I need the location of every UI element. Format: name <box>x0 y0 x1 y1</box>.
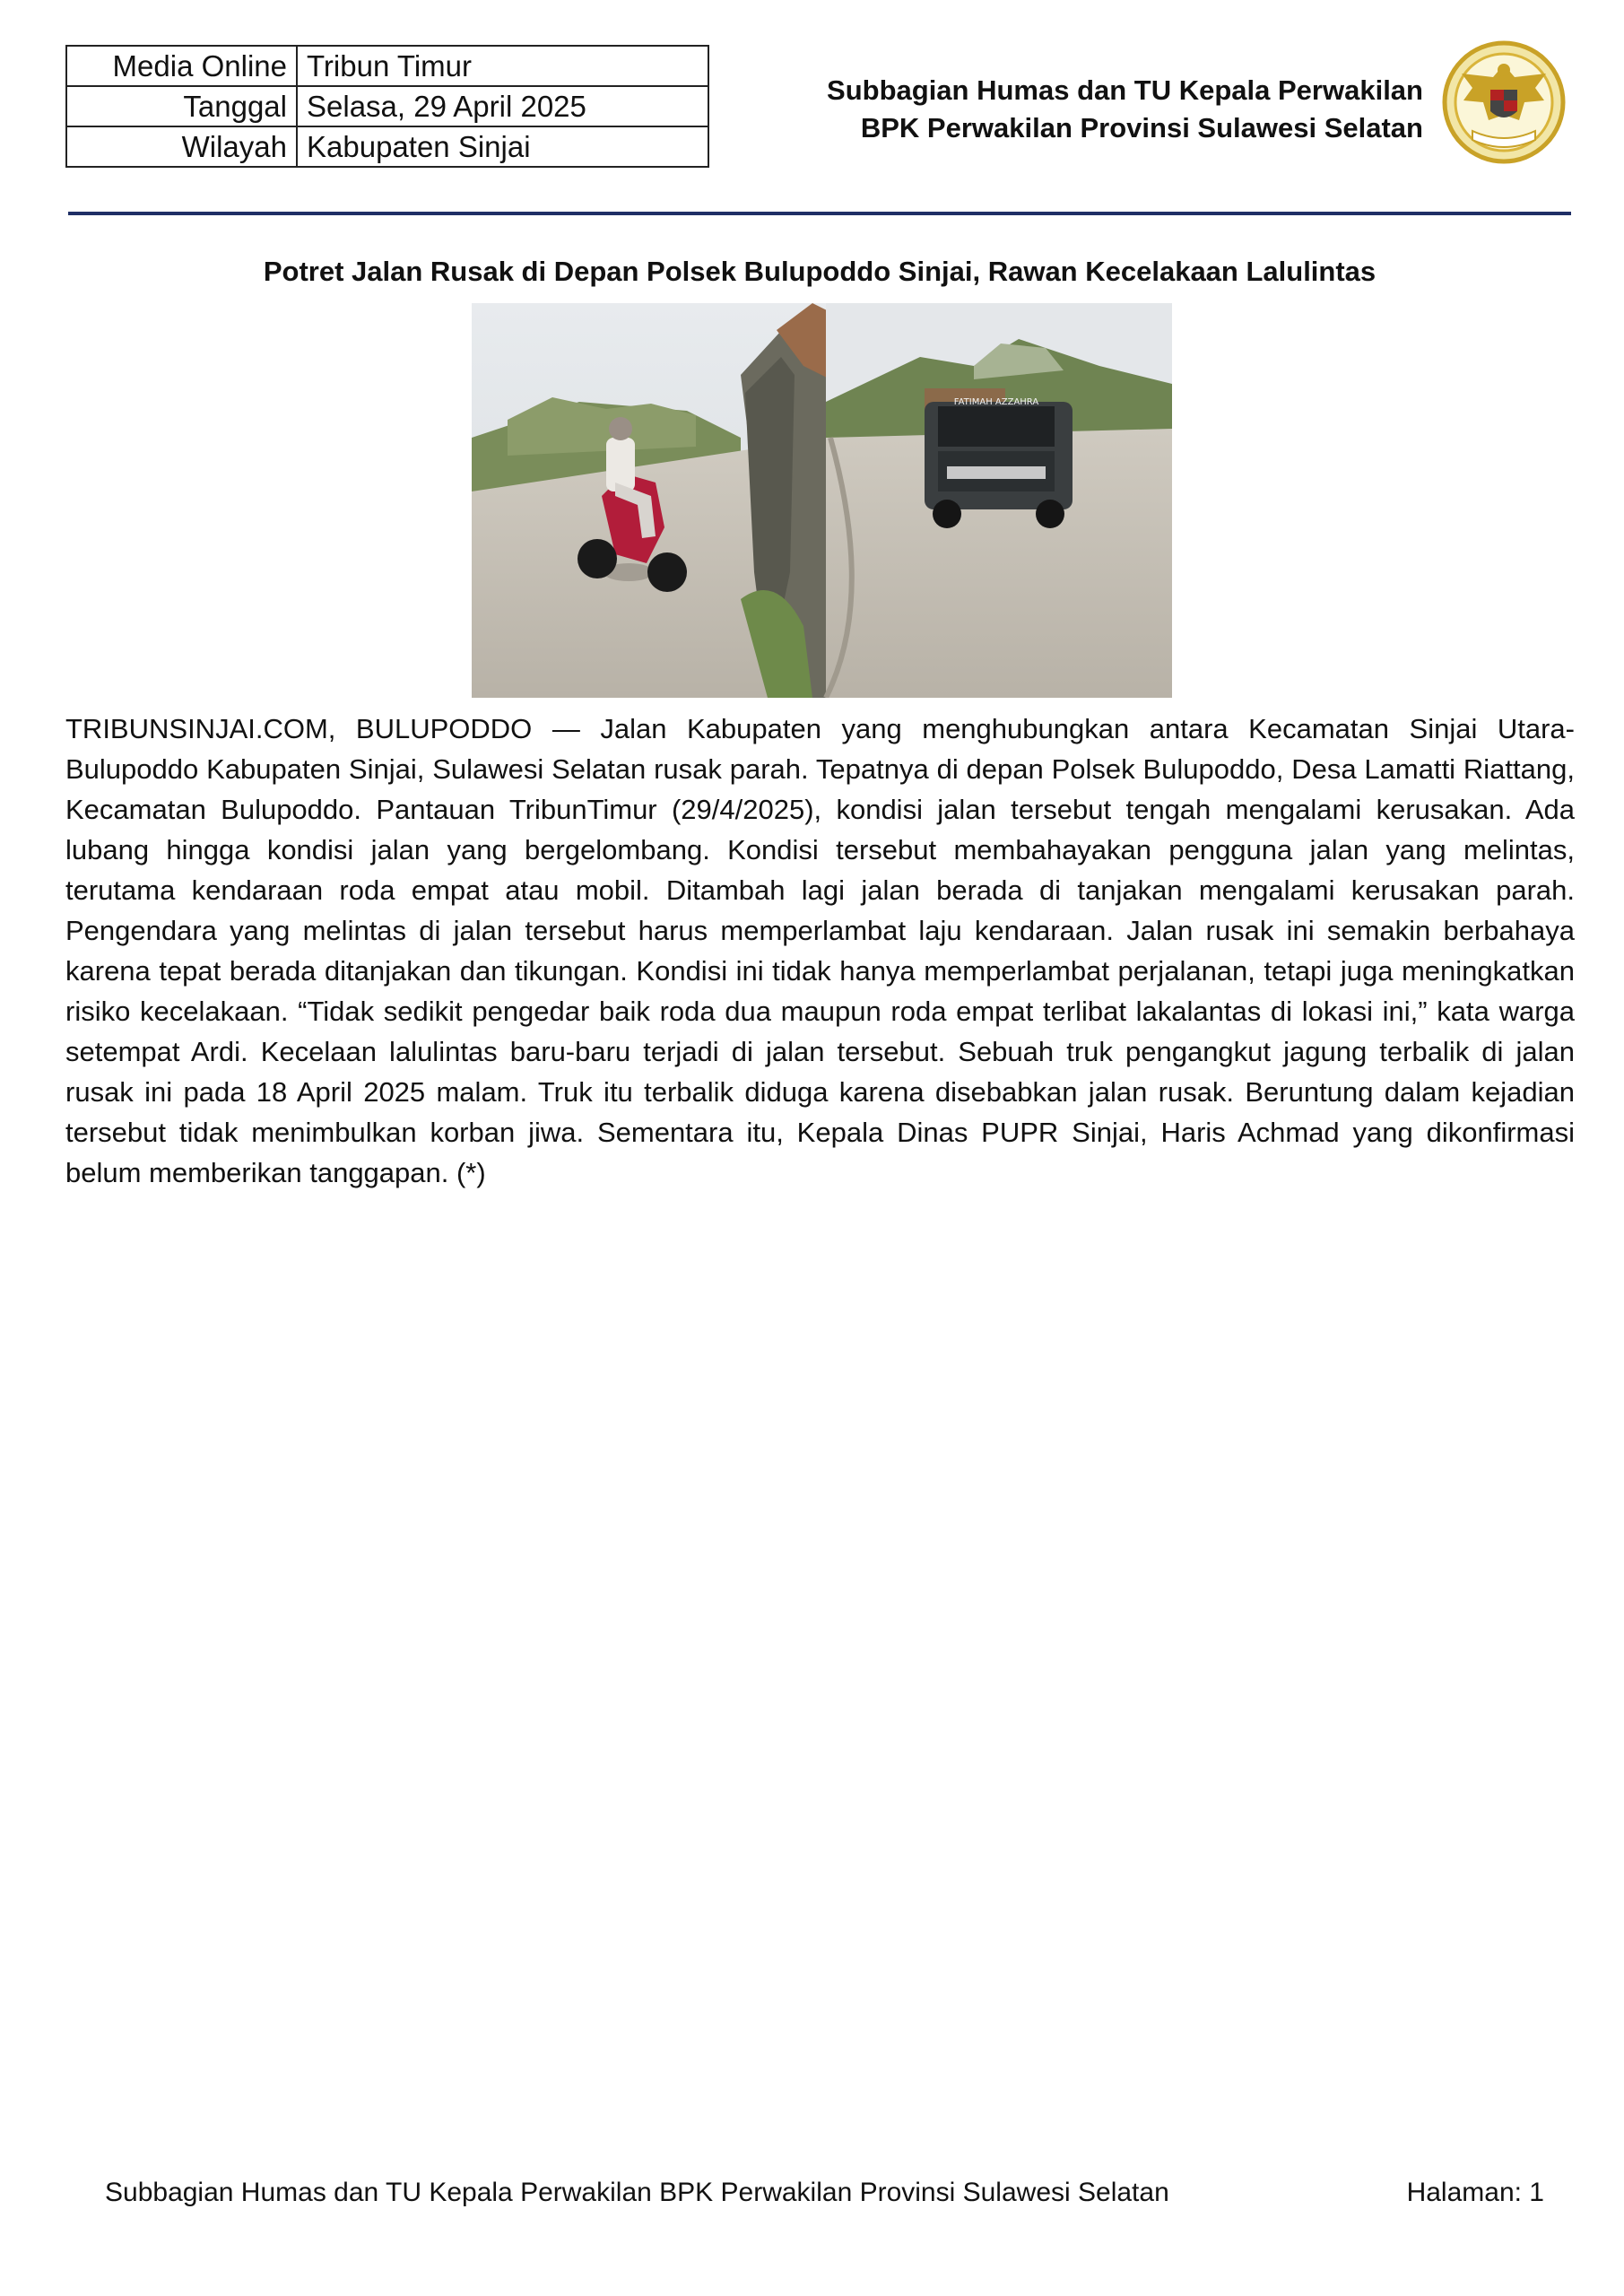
news-photo <box>472 303 1172 698</box>
footer-organization: Subbagian Humas dan TU Kepala Perwakilan BPK Perwakilan Provinsi Sulawesi Selatan <box>105 2178 1169 2207</box>
media-info-label: Wilayah <box>66 126 297 167</box>
garuda-emblem-icon <box>1437 38 1571 172</box>
header-divider <box>68 212 1571 215</box>
article-headline: Potret Jalan Rusak di Depan Polsek Bulupoddo Sinjai, Rawan Kecelakaan Lalulintas <box>263 256 1376 287</box>
media-info-row <box>66 46 708 86</box>
media-info-row <box>66 126 708 167</box>
media-info-row <box>66 86 708 126</box>
page-number: Halaman: 1 <box>1406 2178 1544 2207</box>
media-info-value: Kabupaten Sinjai <box>297 126 708 167</box>
media-info-value: Selasa, 29 April 2025 <box>297 86 708 126</box>
organization-line-1: Subbagian Humas dan TU Kepala Perwakilan <box>827 74 1423 106</box>
organization-header <box>827 72 1423 147</box>
truck-sign-text: FATIMAH AZZAHRA <box>953 397 1039 407</box>
media-info-value: Tribun Timur <box>297 46 708 86</box>
media-info-label: Media Online <box>66 46 297 86</box>
article-body: TRIBUNSINJAI.COM, BULUPODDO — Jalan Kabupaten yang menghubungkan antara Kecamatan Sinjai Utara-Bulupoddo Kabupaten Sinjai, Sulawesi Selatan rusak parah. Tepatnya di depan Polsek Bulupoddo, Desa Lamatti Riattang, Kecamatan Bulupoddo. Pantauan TribunTimur (29/4/2025), kondisi jalan tersebut tengah mengalami kerusakan. Ada lubang hingga kondisi jalan yang bergelombang. Kondisi tersebut membahayakan pengguna jalan yang melintas, terutama kendaraan roda empat atau mobil. Ditambah lagi jalan berada di tanjakan mengalami kerusakan parah. Pengendara yang melintas di jalan tersebut harus memperlambat laju kendaraan. Jalan rusak ini semakin berbahaya karena tepat berada ditanjakan dan tikungan. Kondisi ini tidak hanya memperlambat perjalanan, tetapi juga meningkatkan risiko kecelakaan. “Tidak sedikit pengedar baik roda dua maupun roda empat terlibat lakalantas di lokasi ini,” kata warga setempat Ardi. Kecelaan lalulintas baru-baru terjadi di jalan tersebut. Sebuah truk pengangkut jagung terbalik di jalan rusak ini pada 18 April 2025 malam. Truk itu terbalik diduga karena disebabkan jalan rusak. Beruntung dalam kejadian tersebut tidak menimbulkan korban jiwa. Sementara itu, Kepala Dinas PUPR Sinjai, Haris Achmad yang dikonfirmasi belum memberikan tanggapan. (*) <box>65 713 1575 1188</box>
organization-line-2: BPK Perwakilan Provinsi Sulawesi Selatan <box>860 111 1423 144</box>
media-info-label: Tanggal <box>66 86 297 126</box>
media-info-table <box>65 45 709 168</box>
